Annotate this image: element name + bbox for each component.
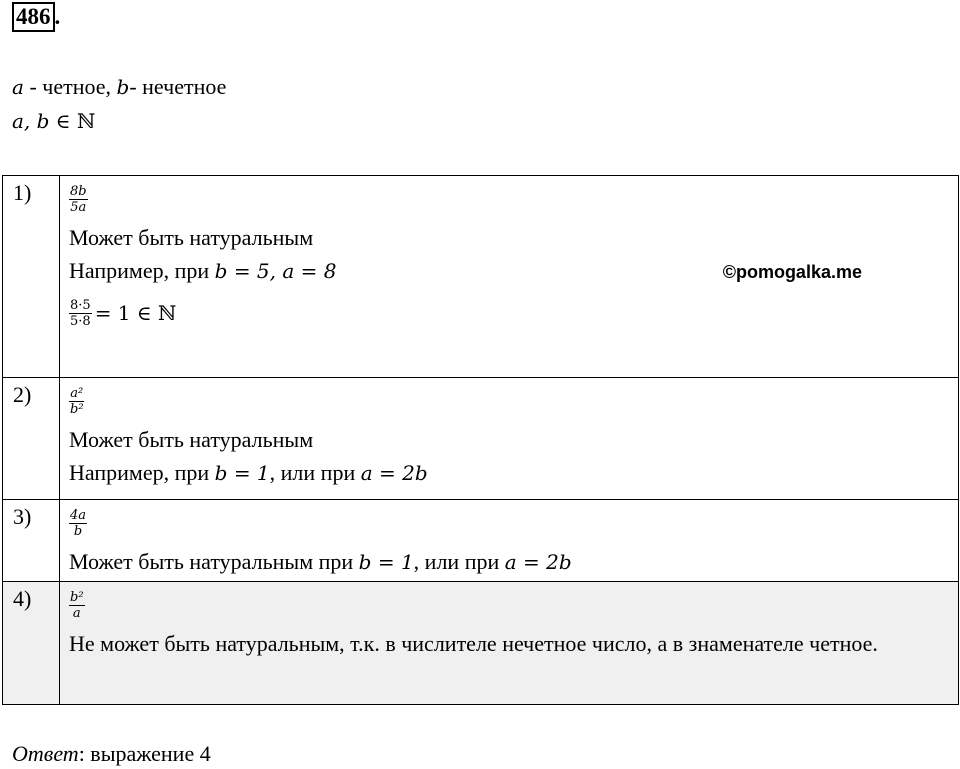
row-example: Например, при b = 5, a = 8: [69, 258, 337, 283]
row-content: [60, 378, 959, 500]
row-number: 4): [3, 582, 60, 705]
row-number: 3): [3, 500, 60, 582]
row-statement: Может быть натуральным при b = 1, или при a = 2b: [69, 549, 572, 574]
watermark: ©pomogalka.me: [722, 262, 862, 282]
row-content: [60, 582, 959, 705]
expression-fraction: $\frac{\text{a²}}{\text{b²}}$: [70, 385, 84, 417]
row-number: 1): [3, 176, 60, 378]
row-number: 2): [3, 378, 60, 500]
row-content: [60, 176, 959, 378]
table-row-highlighted: [3, 582, 959, 705]
row-statement: Может быть натуральным: [69, 427, 314, 452]
given-line-parity: a - четное, b- нечетное: [12, 74, 227, 99]
expression-fraction: $\frac{\text{b²}}{a}$: [70, 589, 84, 621]
expression-fraction: $\frac{8b}{5a}$: [70, 183, 87, 215]
table-row: [3, 378, 959, 500]
table-row: [3, 176, 959, 378]
row-example: Например, при b = 1, или при a = 2b: [69, 460, 428, 485]
table-row: [3, 500, 959, 582]
row-statement: Может быть натуральным: [69, 225, 314, 250]
row-content: [60, 500, 959, 582]
given-line-natural: a, b ∈ ℕ: [12, 109, 96, 133]
row-calculation: $\frac{8\cdot 5}{5\cdot 8}$ = 1 ∈ ℕ: [70, 297, 177, 329]
answer: Ответ: выражение 4: [12, 741, 211, 766]
problem-number: 486 .: [12, 2, 60, 32]
row-statement: Не может быть натуральным, т.к. в числителе нечетное число, а в знаменателе четное.: [69, 631, 878, 656]
solution-table: [2, 175, 959, 705]
expression-fraction: $\frac{4a}{b}$: [70, 507, 87, 539]
